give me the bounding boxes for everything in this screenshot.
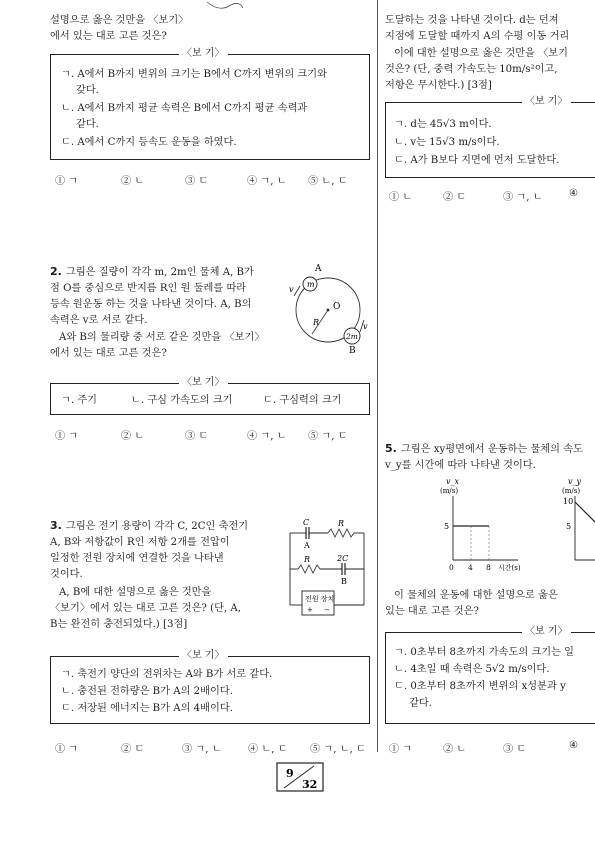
- option-5[interactable]: ⑤ ㄱ, ㄴ, ㄷ: [310, 744, 366, 755]
- q4-line: 도달하는 것을 나타낸 것이다. d는 던져: [385, 15, 559, 26]
- bogi-item: ㄷ. A에서 C까지 등속도 운동을 하였다.: [61, 137, 237, 148]
- q3-line: 〈보기〉에서 있는 대로 고른 것은? (단, A,: [50, 603, 242, 614]
- q3-line: 그림은 전기 용량이 각각 C, 2C인 축전기: [66, 521, 249, 532]
- q2-line: 속력은 v로 서로 같다.: [50, 315, 148, 326]
- q1-bogi-box: [50, 48, 370, 160]
- bogi-item: ㄱ. A에서 B까지 변위의 크기는 B에서 C까지 변위의 크기와: [61, 69, 327, 80]
- q3-line: A, B에 대한 설명으로 옳은 것만을: [59, 587, 212, 598]
- q5-line: 이 물체의 운동에 대한 설명으로 옳은: [394, 590, 558, 601]
- circuit-figure: [284, 519, 370, 623]
- option-1[interactable]: ① ㄴ: [389, 192, 413, 203]
- bogi-item-cont: 같다.: [409, 698, 432, 709]
- capacitor-a-value: C: [303, 519, 310, 527]
- option-2[interactable]: ② ㄷ: [443, 192, 467, 203]
- q3-bogi-box: [50, 650, 370, 724]
- q4-line: 이에 대한 설명으로 옳은 것만을 〈보기: [394, 48, 568, 59]
- bogi-item: ㄷ. 0초부터 8초까지 변위의 x성분과 y: [394, 681, 566, 692]
- object-b-label: B: [349, 346, 356, 354]
- q3-line: B는 완전히 충전되었다.) [3점]: [50, 619, 188, 630]
- option-4[interactable]: ④: [569, 188, 579, 199]
- vx-tick-5: 5: [444, 522, 450, 531]
- q1-figure-fragment: [205, 0, 245, 14]
- option-1[interactable]: ① ㄱ: [389, 744, 413, 755]
- bogi-item-cont: 같다.: [76, 119, 99, 130]
- question-number: 5.: [385, 442, 397, 455]
- center-label: O: [333, 302, 341, 312]
- vx-axis-unit: (m/s): [440, 487, 459, 495]
- vx-graph: [428, 474, 538, 574]
- capacitor-a-label: A: [304, 541, 310, 550]
- option-2[interactable]: ② ㄴ: [121, 176, 145, 187]
- bogi-label: 〈보 기〉: [179, 649, 228, 663]
- option-3[interactable]: ③ ㄱ, ㄴ: [182, 744, 222, 755]
- bogi-label: 〈보 기〉: [522, 625, 571, 639]
- bogi-item: ㄴ. 4초일 때 속력은 5√2 m/s이다.: [394, 664, 550, 675]
- bogi-item: ㄷ. 구심력의 크기: [263, 395, 342, 406]
- q3-line: 것이다.: [50, 569, 83, 580]
- plus-terminal: +: [307, 606, 313, 614]
- bogi-item: ㄱ. 0초부터 8초까지 가속도의 크기는 일: [394, 647, 575, 658]
- vy-axis-unit: (m/s): [562, 487, 581, 495]
- option-1[interactable]: ① ㄱ: [55, 431, 79, 442]
- vx-axis-label: v_x: [446, 477, 460, 486]
- bogi-item-cont: 갖다.: [76, 85, 99, 96]
- q1-line: 에서 있는 대로 고른 것은?: [50, 31, 167, 42]
- q3-line: 일정한 전원 장치에 연결한 것을 나타낸: [50, 553, 224, 564]
- resistor-1-label: R: [338, 519, 345, 528]
- power-supply-label: 전원 장치: [305, 595, 335, 603]
- option-1[interactable]: ① ㄱ: [55, 176, 79, 187]
- vy-graph: [550, 474, 595, 574]
- x-tick-8: 8: [486, 563, 491, 572]
- bogi-item: ㄴ. v는 15√3 m/s이다.: [394, 137, 500, 148]
- q5-line: v_y를 시간에 따라 나타낸 것이다.: [385, 460, 536, 471]
- q2-line: A와 B의 물리량 중 서로 같은 것만을 〈보기〉: [59, 332, 265, 343]
- option-4[interactable]: ④: [569, 740, 579, 751]
- q4-line: 것은? (단, 중력 가속도는 10m/s²이고,: [385, 64, 558, 75]
- q2-bogi-box: [50, 377, 370, 415]
- vy-axis-label: v_y: [568, 477, 582, 486]
- resistor-2-label: R: [304, 555, 311, 564]
- bogi-item: ㄴ. 구심 가속도의 크기: [131, 395, 233, 406]
- question-number: 2.: [50, 265, 62, 278]
- option-4[interactable]: ④ ㄱ, ㄴ: [247, 176, 287, 187]
- mass-a-label: m: [307, 280, 315, 289]
- option-3[interactable]: ③ ㄱ, ㄴ: [503, 192, 543, 203]
- option-4[interactable]: ④ ㄱ, ㄴ: [247, 431, 287, 442]
- radius-label: R: [313, 318, 320, 327]
- right-column: [378, 0, 595, 842]
- option-3[interactable]: ③ ㄷ: [185, 176, 209, 187]
- q2-line: 점 O를 중심으로 반지름 R인 원 둘레를 따라: [50, 283, 247, 294]
- q5-line: 그림은 xy평면에서 운동하는 물체의 속도: [401, 444, 583, 455]
- bogi-item: ㄷ. 저장된 에너지는 B가 A의 4배이다.: [61, 703, 233, 714]
- q2-line: 등속 원운동 하는 것을 나타낸 것이다. A, B의: [50, 299, 252, 310]
- vy-tick-5: 5: [566, 522, 572, 531]
- bogi-item: ㄱ. 축전기 양단의 전위차는 A와 B가 서로 같다.: [61, 669, 273, 680]
- q1-line: 설명으로 옳은 것만을 〈보기〉: [50, 15, 189, 26]
- option-3[interactable]: ③ ㄷ: [185, 431, 209, 442]
- x-tick-0: 0: [449, 563, 454, 572]
- option-2[interactable]: ② ㄴ: [443, 744, 467, 755]
- bogi-label: 〈보 기〉: [179, 376, 228, 390]
- circular-motion-figure: [288, 262, 370, 354]
- x-axis-label: 시간(s): [498, 564, 521, 572]
- q3-line: A, B와 저항값이 R인 저항 2개를 전압이: [50, 537, 230, 548]
- q2-line: 그림은 질량이 각각 m, 2m인 물체 A, B가: [66, 267, 254, 278]
- option-3[interactable]: ③ ㄷ: [503, 744, 527, 755]
- q4-bogi-box: [385, 96, 595, 178]
- option-2[interactable]: ② ㄷ: [121, 744, 145, 755]
- option-4[interactable]: ④ ㄴ, ㄷ: [248, 744, 288, 755]
- option-5[interactable]: ⑤ ㄴ, ㄷ: [308, 176, 348, 187]
- q4-line: 저항은 무시한다.) [3점]: [385, 80, 492, 91]
- object-a-label: A: [315, 264, 322, 274]
- mass-b-label: 2m: [346, 332, 358, 341]
- bogi-item: ㄴ. 충전된 전하량은 B가 A의 2배이다.: [61, 686, 233, 697]
- page-current: 9: [286, 767, 294, 780]
- page-total: 32: [302, 778, 318, 791]
- bogi-item: ㄷ. A가 B보다 지면에 먼저 도달한다.: [394, 155, 560, 166]
- minus-terminal: −: [324, 606, 330, 614]
- bogi-item: ㄱ. d는 45√3 m이다.: [394, 119, 492, 130]
- q4-line: 지점에 도달할 때까지 A의 수평 이동 거리: [385, 31, 570, 42]
- capacitor-b-label: B: [341, 577, 347, 586]
- option-2[interactable]: ② ㄴ: [121, 431, 145, 442]
- speed-a-label: v: [289, 285, 294, 294]
- speed-b-label: v: [363, 322, 368, 331]
- option-1[interactable]: ① ㄱ: [55, 744, 79, 755]
- q2-line: 에서 있는 대로 고른 것은?: [50, 348, 167, 359]
- q5-bogi-box: [385, 626, 595, 724]
- capacitor-b-value: 2C: [337, 554, 349, 563]
- bogi-label: 〈보 기〉: [522, 95, 571, 109]
- question-number: 3.: [50, 519, 62, 532]
- bogi-item: ㄱ. 주기: [61, 395, 97, 406]
- x-tick-4: 4: [468, 563, 473, 572]
- bogi-label: 〈보 기〉: [179, 47, 228, 61]
- bogi-item: ㄴ. A에서 B까지 평균 속력은 B에서 C까지 평균 속력과: [61, 103, 308, 114]
- option-5[interactable]: ⑤ ㄱ, ㄷ: [308, 431, 348, 442]
- q5-line: 있는 대로 고른 것은?: [385, 606, 479, 617]
- vy-tick-10: 10: [563, 497, 574, 506]
- page-number: [276, 762, 324, 792]
